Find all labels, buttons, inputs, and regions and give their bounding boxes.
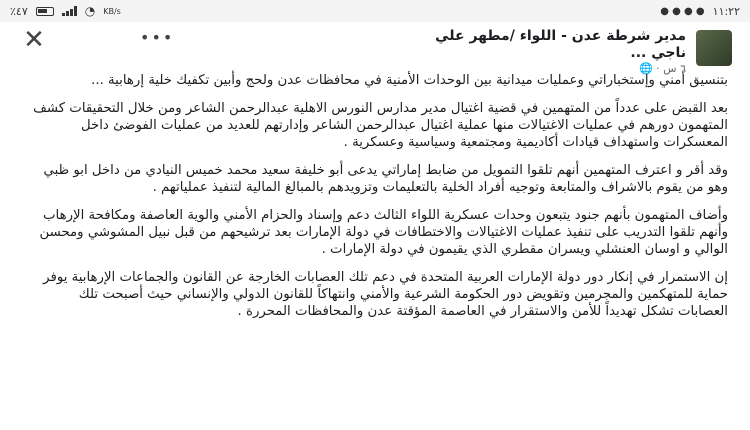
clock: ١١:٢٢ bbox=[712, 4, 740, 18]
post-paragraph: إن الاستمرار في إنكار دور دولة الإمارات العربية المتحدة في دعم تلك العصابات الخارجة عن القانون والجماعات الإرهابية يوفر حماية للمتهكمين والمجرمين وتقويض دور الحكومة الشرعية والأمني وانتهاكاً للقانون الدولي والإنساني حيث أصبحت تلك العصابات تشكل تهديداً للأمن والاستقرار في العاصمة المؤقتة عدن والمحافظات المحررة . bbox=[43, 270, 728, 319]
post-paragraph: بتنسيق أمني وإستخباراتي وعمليات ميدانية بين الوحدات الأمنية في محافظات عدن ولحج وأبين تكفيك خلية إرهابية ... bbox=[91, 73, 728, 88]
globe-icon: · 🌐 bbox=[638, 62, 660, 75]
more-options-button[interactable]: ••• bbox=[140, 28, 175, 47]
post-paragraph: وأضاف المتهمون بأنهم جنود يتبعون وحدات عسكرية اللواء الثالث دعم وإسناد والحزام الأمني والوية العاصفة ومكافحة الإرهاب وأنهم تلقوا التدريب على تنفيذ عمليات الاغتيالات والاختطافات في دولة الإمارات بعد ترشيحهم من قبل نبيل المشوشي ومحسن الوالي و اوسان العنشلي ويسران مقطري الذي يقيمون في دولة الإمارات . bbox=[39, 208, 728, 257]
signal-icon bbox=[62, 6, 77, 16]
network-speed: KB/s bbox=[103, 6, 121, 16]
time-ago: ٦ س bbox=[663, 62, 686, 75]
post-header bbox=[0, 22, 750, 75]
profile-avatar[interactable] bbox=[696, 30, 732, 66]
status-left bbox=[10, 4, 121, 18]
author-name[interactable]: مدير شرطة عدن - اللواء /مطهر علي ناجي ... bbox=[435, 28, 686, 61]
status-bar bbox=[0, 0, 750, 22]
wifi-icon: ◔ bbox=[84, 4, 96, 18]
post-card bbox=[0, 22, 750, 430]
battery-icon bbox=[36, 7, 54, 16]
post-content bbox=[28, 72, 728, 331]
post-paragraph: بعد القبض على عدداً من المتهمين في قضية اغتيال مدير مدارس النورس الاهلية عبدالرحمن الشاعر ومن خلال التحقيقات كشف المتهمون دورهم في عمليات الاغتيالات منها عملية اغتيال عبدالرحمن الشاعر وإدارتهم للعديد من عمليات الفوضئ داخل المعسكرات واستهداف قيادات أكاديمية ومجتمعية وسياسية وعسكرية . bbox=[33, 101, 728, 150]
close-button[interactable]: ✕ bbox=[23, 25, 45, 55]
status-right bbox=[660, 5, 740, 18]
notification-icon: ● ● ● ● bbox=[660, 5, 705, 17]
battery-percentage: ٪٤٧ bbox=[10, 4, 28, 18]
post-paragraph: وقد أقر و اعترف المتهمين أنهم تلقوا التمويل من ضابط إماراتي يدعى أبو خليفة سعيد محمد خميس النيادي من داخل ابو ظبي وهو من يقوم بالاشراف والمتابعة وتوجيه أفراد الخلية بالتعليمات وتزويدهم بالمبالغ المالية لتنفيذ عملياتهم . bbox=[43, 163, 728, 195]
